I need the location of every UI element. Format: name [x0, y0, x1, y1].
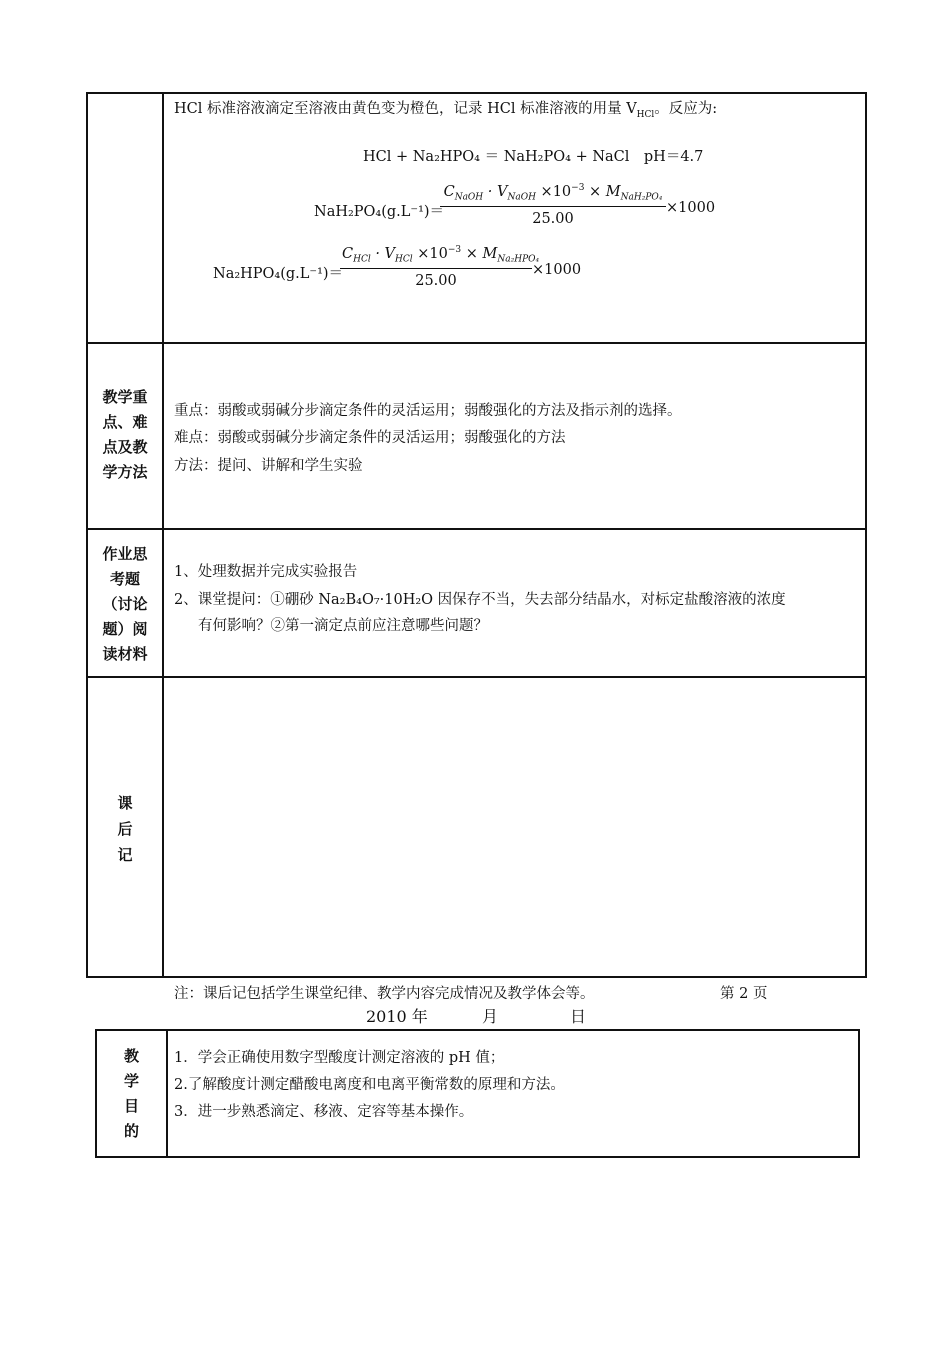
page-number: 第 2 页 [720, 986, 768, 1002]
key-point-line: 重点：弱酸或弱碱分步滴定条件的灵活运用；弱酸强化的方法及指示剂的选择。 [174, 403, 682, 419]
objective-line-3: 3．进一步熟悉滴定、移液、定容等基本操作。 [174, 1104, 474, 1120]
objective-line-1: 1．学会正确使用数字型酸度计测定溶液的 pH 值； [174, 1050, 505, 1066]
formula-na2hpo4-left: Na₂HPO₄(g.L⁻¹)＝ [213, 266, 344, 282]
label-homework: 作业思 考题 （讨论 题）阅 读材料 [102, 545, 148, 663]
formula-na2hpo4-fraction [340, 245, 540, 289]
formula-nah2po4-multiplier: ×1000 [666, 200, 716, 216]
formula-na2hpo4-denominator: 25.00 [415, 272, 457, 289]
formula-nah2po4-fraction [440, 183, 666, 227]
method-line: 方法：提问、讲解和学生实验 [174, 458, 363, 474]
row-divider [86, 528, 867, 530]
row-divider [86, 342, 867, 344]
reaction-equation: HCl + Na₂HPO₄ ＝ NaH₂PO₄ + NaCl pH＝4.7 [363, 149, 704, 165]
date-year: 2010 年 [366, 1007, 428, 1026]
objective-line-2: 2.了解酸度计测定醋酸电离度和电离平衡常数的原理和方法。 [174, 1077, 565, 1093]
formula-na2hpo4-numerator: $C_{HCl} \cdot V_{HCl} \times 10^{-3} \times M_{Na_2HPO_4}$ [340, 245, 532, 269]
titration-intro: HCl 标准溶液滴定至溶液由黄色变为橙色，记录 HCl 标准溶液的用量 $V_{HCl}$。反应为: [174, 101, 718, 120]
formula-nah2po4-denominator: 25.00 [532, 210, 574, 227]
objectives-label-divider [166, 1029, 168, 1158]
label-key-points: 教学重 点、难 点及教 学方法 [102, 388, 148, 481]
formula-na2hpo4-multiplier: ×1000 [532, 262, 582, 278]
footnote: 注：课后记包括学生课堂纪律、教学内容完成情况及教学体会等。 [174, 986, 595, 1002]
after-class-notes-area[interactable] [164, 678, 865, 976]
date-day: 日 [570, 1007, 587, 1026]
date-month: 月 [482, 1007, 499, 1026]
label-after-class-notes: 课 后 记 [117, 794, 133, 864]
difficulty-line: 难点：弱酸或弱碱分步滴定条件的灵活运用；弱酸强化的方法 [174, 430, 566, 446]
formula-nah2po4-left: NaH₂PO₄(g.L⁻¹)＝ [314, 204, 445, 220]
homework-line-2: 2、课堂提问：①硼砂 Na₂B₄O₇·10H₂O 因保存不当，失去部分结晶水，对标定盐酸溶液的浓度 [174, 592, 786, 608]
label-teaching-objectives: 教 学 目 的 [123, 1047, 139, 1140]
homework-line-3: 有何影响？②第一滴定点前应注意哪些问题？ [198, 618, 488, 634]
formula-nah2po4-numerator: $C_{NaOH} \cdot V_{NaOH} \times 10^{-3} \times M_{NaH_2PO_4}$ [440, 183, 666, 207]
homework-line-1: 1、处理数据并完成实验报告 [174, 564, 358, 580]
